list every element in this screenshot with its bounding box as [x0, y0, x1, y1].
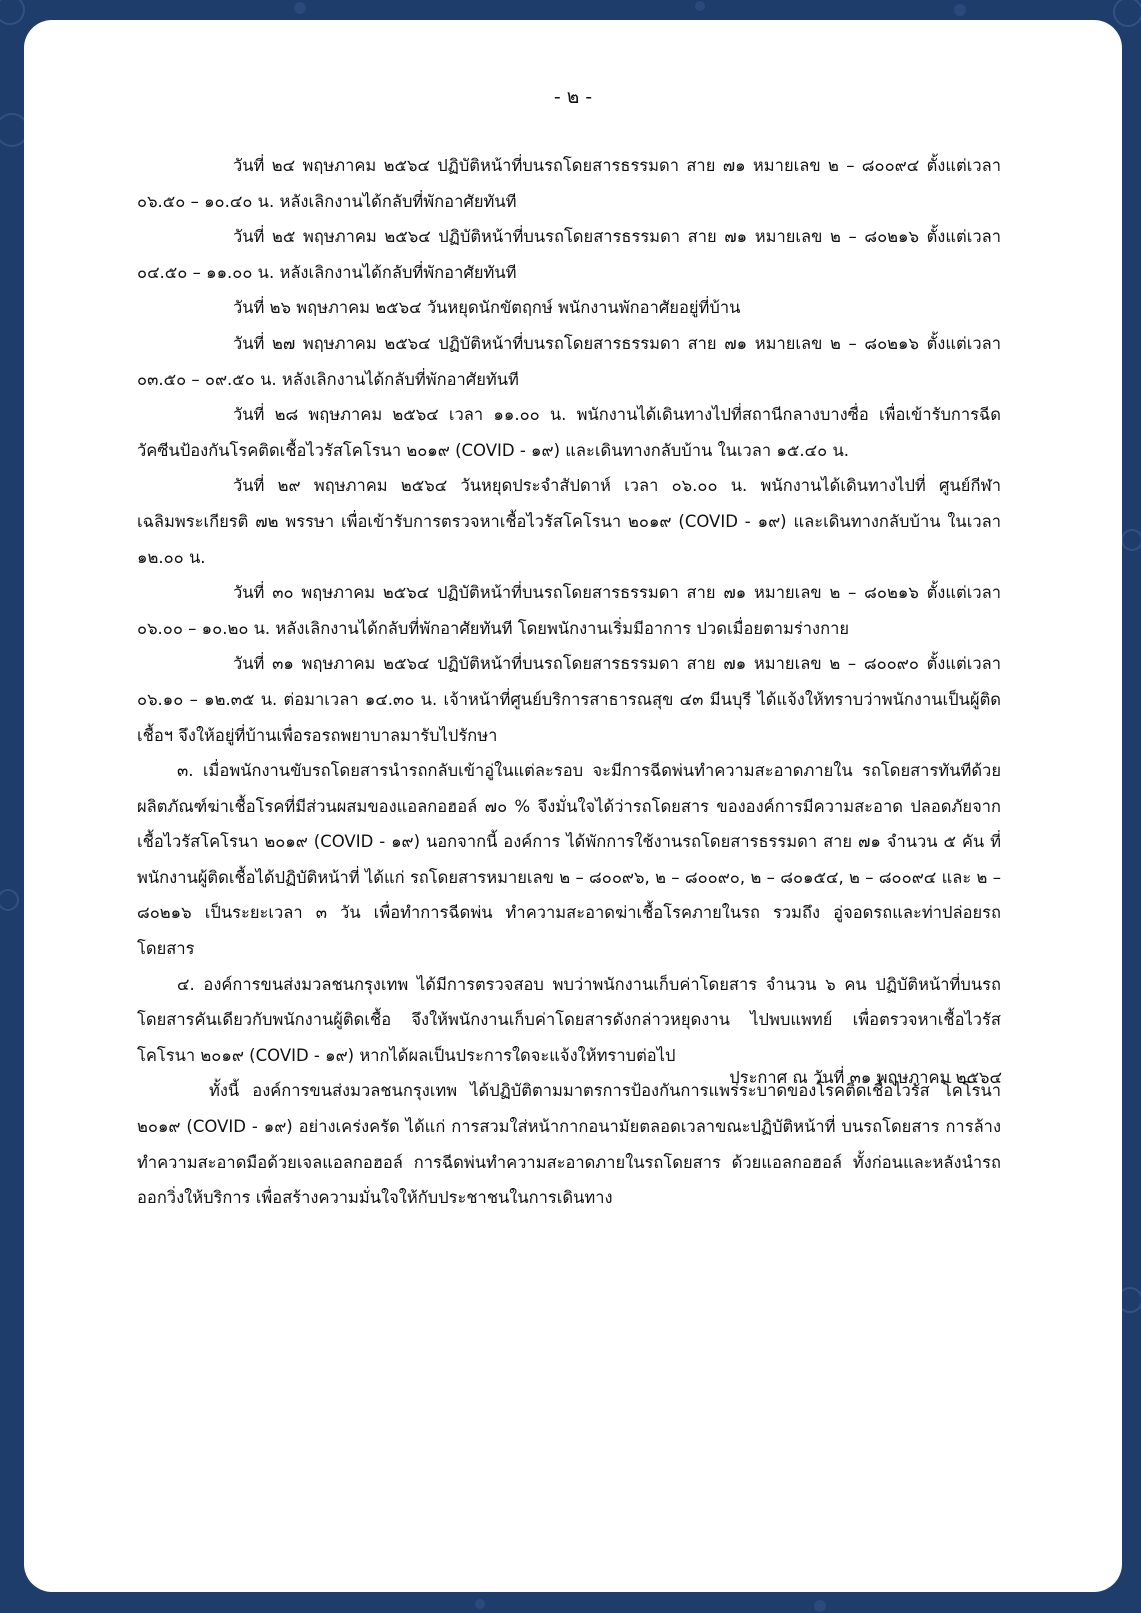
paragraph-may-30: วันที่ ๓๐ พฤษภาคม ๒๕๖๔ ปฏิบัติหน้าที่บนรถโดยสารธรรมดา สาย ๗๑ หมายเลข ๒ – ๘๐๒๑๖ ตั้งแต่เวลา ๐๖.๐๐ – ๑๐.๒๐ น. หลังเลิกงานได้กลับที่พักอาศัยทันที โดยพนักงานเริ่มมีอาการ ปวดเมื่อยตามร่างกาย [137, 583, 1001, 638]
document-page [24, 20, 1122, 1592]
page-number: - ๒ - [553, 86, 593, 108]
announcement-date: ประกาศ ณ วันที่ ๓๑ พฤษภาคม ๒๕๖๔ [729, 1068, 1002, 1087]
paragraph-may-24: วันที่ ๒๔ พฤษภาคม ๒๕๖๔ ปฏิบัติหน้าที่บนรถโดยสารธรรมดา สาย ๗๑ หมายเลข ๒ – ๘๐๐๙๔ ตั้งแต่เวลา ๐๖.๕๐ – ๑๐.๔๐ น. หลังเลิกงานได้กลับที่พักอาศัยทันที [137, 156, 1001, 211]
paragraph-may-29: วันที่ ๒๙ พฤษภาคม ๒๕๖๔ วันหยุดประจำสัปดาห์ เวลา ๐๖.๐๐ น. พนักงานได้เดินทางไปที่ ศูนย์กีฬาเฉลิมพระเกียรติ ๗๒ พรรษา เพื่อเข้ารับการตรวจหาเชื้อไวรัสโคโรนา ๒๐๑๙ (COVID - ๑๙) และเดินทางกลับบ้าน ในเวลา ๑๒.๐๐ น. [137, 476, 1001, 567]
paragraph-may-26: วันที่ ๒๖ พฤษภาคม ๒๕๖๔ วันหยุดนักขัตฤกษ์ พนักงานพักอาศัยอยู่ที่บ้าน [233, 298, 741, 318]
paragraph-may-25: วันที่ ๒๕ พฤษภาคม ๒๕๖๔ ปฏิบัติหน้าที่บนรถโดยสารธรรมดา สาย ๗๑ หมายเลข ๒ – ๘๐๒๑๖ ตั้งแต่เวลา ๐๔.๕๐ – ๑๑.๐๐ น. หลังเลิกงานได้กลับที่พักอาศัยทันที [137, 227, 1001, 282]
paragraph-closing: ทั้งนี้ องค์การขนส่งมวลชนกรุงเทพ ได้ปฏิบัติตามมาตรการป้องกันการแพร่ระบาดของโรคติดเชื้อไวรัส โคโรนา ๒๐๑๙ (COVID - ๑๙) อย่างเคร่งครัด ได้แก่ การสวมใส่หน้ากากอนามัยตลอดเวลาขณะปฏิบัติหน้าที่ บนรถโดยสาร การล้างทำความสะอาดมือด้วยเจลแอลกอฮอล์ การฉีดพ่นทำความสะอาดภายในรถโดยสาร ด้วยแอลกอฮอล์ ทั้งก่อนและหลังนำรถออกวิ่งให้บริการ เพื่อสร้างความมั่นใจให้กับประชาชนในการเดินทาง [137, 1081, 1001, 1208]
paragraph-may-27: วันที่ ๒๗ พฤษภาคม ๒๕๖๔ ปฏิบัติหน้าที่บนรถโดยสารธรรมดา สาย ๗๑ หมายเลข ๒ – ๘๐๒๑๖ ตั้งแต่เวลา ๐๓.๕๐ – ๐๙.๕๐ น. หลังเลิกงานได้กลับที่พักอาศัยทันที [137, 333, 1001, 389]
document-body [137, 148, 1001, 1216]
paragraph-may-28: วันที่ ๒๘ พฤษภาคม ๒๕๖๔ เวลา ๑๑.๐๐ น. พนักงานได้เดินทางไปที่สถานีกลางบางซื่อ เพื่อเข้ารับการฉีดวัคซีนป้องกันโรคติดเชื้อไวรัสโคโรนา ๒๐๑๙ (COVID - ๑๙) และเดินทางกลับบ้าน ในเวลา ๑๕.๔๐ น. [137, 405, 1001, 460]
paragraph-item-3: ๓. เมื่อพนักงานขับรถโดยสารนำรถกลับเข้าอู่ในแต่ละรอบ จะมีการฉีดพ่นทำความสะอาดภายใน รถโดยสารทันทีด้วยผลิตภัณฑ์ฆ่าเชื้อโรคที่มีส่วนผสมของแอลกอฮอล์ ๗๐ % จึงมั่นใจได้ว่ารถโดยสาร ขององค์การมีความสะอาด ปลอดภัยจากเชื้อไวรัสโคโรนา ๒๐๑๙ (COVID - ๑๙) นอกจากนี้ องค์การ ได้พักการใช้งานรถโดยสารธรรมดา สาย ๗๑ จำนวน ๕ คัน ที่พนักงานผู้ติดเชื้อได้ปฏิบัติหน้าที่ ได้แก่ รถโดยสารหมายเลข ๒ – ๘๐๐๙๖, ๒ – ๘๐๐๙๐, ๒ – ๘๐๑๕๔, ๒ – ๘๐๐๙๔ และ ๒ – ๘๐๒๑๖ เป็นระยะเวลา ๓ วัน เพื่อทำการฉีดพ่น ทำความสะอาดฆ่าเชื้อโรคภายในรถ รวมถึง อู่จอดรถและท่าปล่อยรถโดยสาร [137, 761, 1001, 959]
paragraph-item-4: ๔. องค์การขนส่งมวลชนกรุงเทพ ได้มีการตรวจสอบ พบว่าพนักงานเก็บค่าโดยสาร จำนวน ๖ คน ปฏิบัติหน้าที่บนรถโดยสารคันเดียวกับพนักงานผู้ติดเชื้อ จึงให้พนักงานเก็บค่าโดยสารดังกล่าวหยุดงาน ไปพบแพทย์ เพื่อตรวจหาเชื้อไวรัสโคโรนา ๒๐๑๙ (COVID - ๑๙) หากได้ผลเป็นประการใดจะแจ้งให้ทราบต่อไป [137, 974, 1001, 1065]
paragraph-may-31: วันที่ ๓๑ พฤษภาคม ๒๕๖๔ ปฏิบัติหน้าที่บนรถโดยสารธรรมดา สาย ๗๑ หมายเลข ๒ – ๘๐๐๙๐ ตั้งแต่เวลา ๐๖.๑๐ – ๑๒.๓๕ น. ต่อมาเวลา ๑๔.๓๐ น. เจ้าหน้าที่ศูนย์บริการสาธารณสุข ๔๓ มีนบุรี ได้แจ้งให้ทราบว่าพนักงานเป็นผู้ติดเชื้อฯ จึงให้อยู่ที่บ้านเพื่อรอรถพยาบาลมารับไปรักษา [137, 654, 1001, 745]
